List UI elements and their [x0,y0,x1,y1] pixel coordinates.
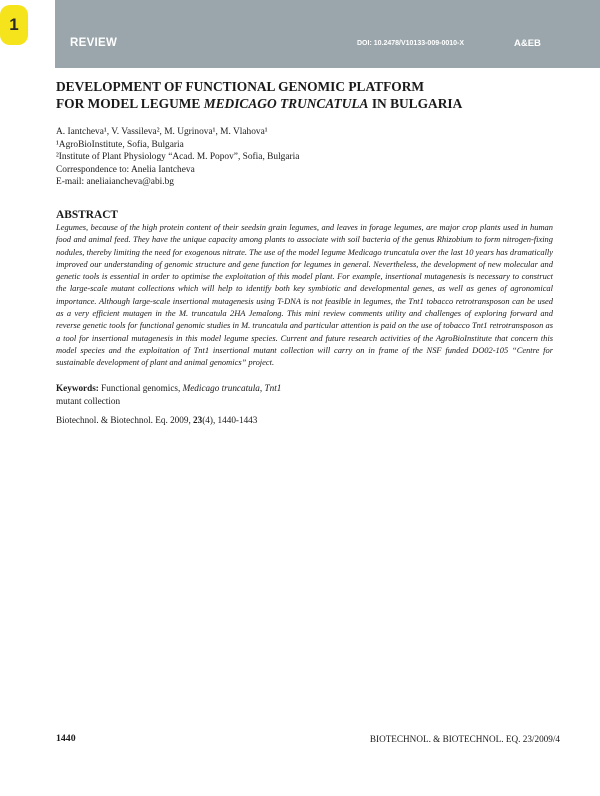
title-line-1: DEVELOPMENT OF FUNCTIONAL GENOMIC PLATFORM [56,79,425,94]
page-title [56,78,556,112]
journal-abbrev: A&EB [514,38,541,49]
doi-label: DOI: 10.2478/V10133-009-0010-X [357,40,465,47]
author-names: A. Iantcheva¹, V. Vassileva², M. Ugrinova¹, M. Vlahova¹ [56,127,268,137]
keywords-label: Keywords: [56,383,99,393]
title-species: MEDICAGO TRUNCATULA [203,96,369,111]
abstract-text: Legumes, because of the high protein content of their seedsin grain legumes, and leaves in forage legumes, are major crop plants used in human food and animal feed. They have the unique capacity among plants to associate with soil bacteria of the genus Rhizobium to form nitrogen-fixing nodules, thereby limiting the need for exogenous nitrate. The use of the model legume Medicago truncatula over the last 10 years has dramatically improved our understanding of genomic structure and gene function for legumes in general. Nevertheless, the development of new molecular and genetic tools is essential in order to optimise the exploitation of this model plant. For example, insertional mutagenesis is necessary to construct the large-scale mutant collections which will help to identify both key symbiotic and developmental genes, as well as genes of agronomical importance. Although large-scale insertional mutagenesis using T-DNA is not feasible in legumes, the Tnt1 tobacco retrotransposon can be used as a very efficient mutagen in the M. truncatula 2HA Jemalong. This mini review comments utility and challenges of exploring forward and reverse genetic tools for functional genomic studies in M. truncatula and particular attention is paid on the use of tobacco Tnt1 retrotransposon as a tool for insertional mutagenesis in this model legume species. Current and future research activities of the AgroBioInstitute that concern this model species and the exploitation of Tnt1 insertional mutant collection will carry on in frame of the NSF funded DO02-105 “Centre for sustainable development of plant and animal genomics” project. [56,222,553,368]
footer-journal: BIOTECHNOL. & BIOTECHNOL. EQ. 23/2009/4 [369,734,560,744]
email: E-mail: aneliaiancheva@abi.bg [56,177,174,188]
citation: Biotechnol. & Biotechnol. Eq. 2009, 23(4), 1440-1443 [56,415,258,425]
section-label: REVIEW [70,37,118,49]
title-line-2: FOR MODEL LEGUME MEDICAGO TRUNCATULA IN BULGARIA [56,96,463,111]
header-band [55,0,600,68]
page-number-badge: 1 [0,5,28,45]
footer-page-number: 1440 [56,733,76,744]
affiliation-1: ¹AgroBioInstitute, Sofia, Bulgaria [56,139,184,150]
author-block [56,126,299,189]
keywords: Keywords: Functional genomics, Medicago truncatula, Tnt1 mutant collection [56,383,282,406]
affiliation-2: ²Institute of Plant Physiology “Acad. M. Popov”, Sofia, Bulgaria [56,152,300,163]
correspondence: Correspondence to: Anelia Iantcheva [56,164,195,175]
abstract-heading: ABSTRACT [56,209,119,221]
